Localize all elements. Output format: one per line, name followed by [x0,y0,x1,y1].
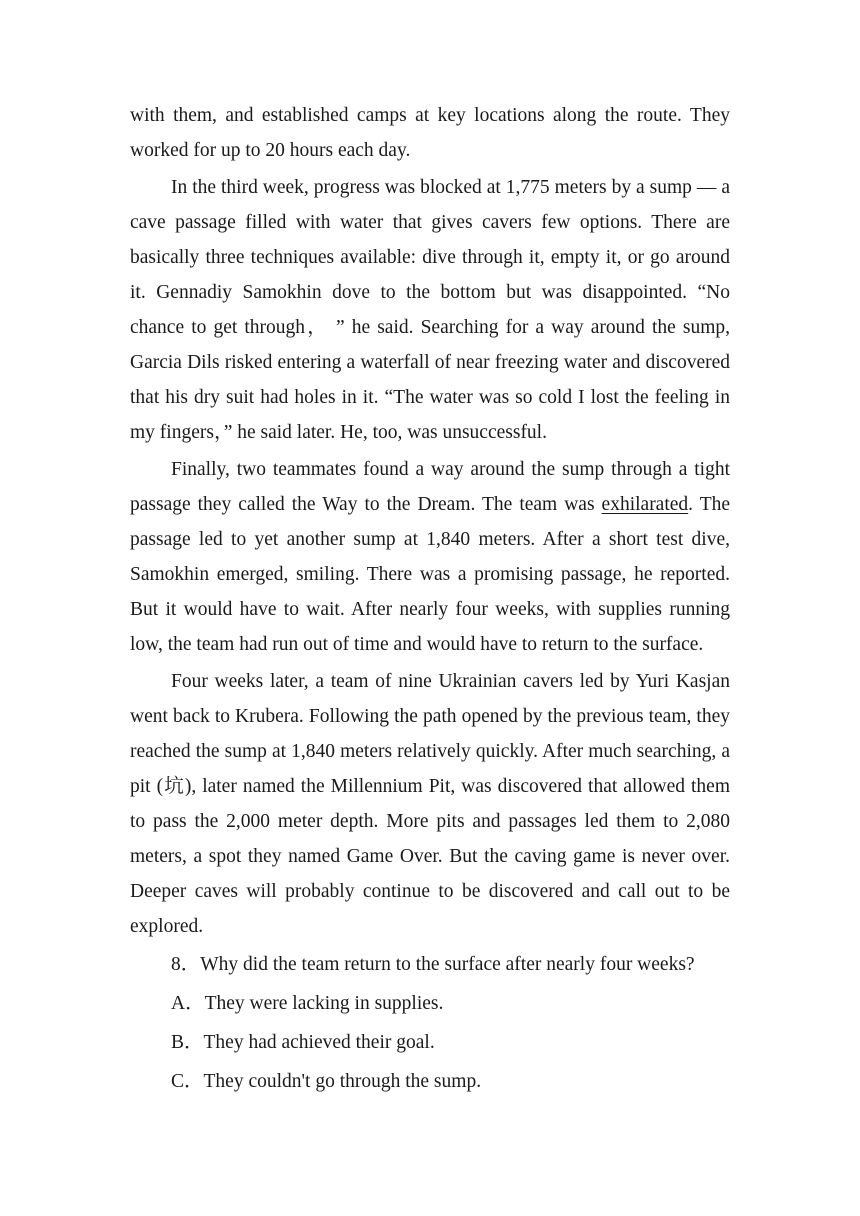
passage-paragraph [130,170,730,450]
paragraph-text: with them, and established camps at key locations along the route. They worked for up to 20 hours each day. [130,105,730,161]
answer-option-b: B．They had achieved their goal. [171,1032,435,1053]
question-stem: 8．Why did the team return to the surface after nearly four weeks? [171,954,695,975]
answer-option-a: A．They were lacking in supplies. [171,993,444,1014]
answer-option-c: C．They couldn't go through the sump. [171,1071,482,1092]
paragraph-text: Finally, two teammates found a way around the sump through a tight passage they called the Way to the Dream. The team was [130,459,730,515]
passage-paragraph [130,452,730,662]
reading-passage [130,98,730,944]
underlined-word: exhilarated [601,494,689,515]
passage-paragraph [130,98,730,168]
passage-paragraph [130,664,730,944]
document-page [130,98,730,1101]
paragraph-text: Four weeks later, a team of nine Ukrainian cavers led by Yuri Kasjan went back to Krubera. Following the path opened by the previous team, they reached the sump at 1,840 meters relatively quickly. After much searching, a pit (坑), later named the Millennium Pit, was discovered that allowed them to pass the 2,000 meter depth. More pits and passages led them to 2,080 meters, a spot they named Game Over. But the caving game is never over. Deeper caves will probably continue to be discovered and call out to be explored. [130,671,730,937]
paragraph-text: In the third week, progress was blocked at 1,775 meters by a sump — a cave passage filled with water that gives cavers few options. There are basically three techniques available: dive through it, empty it, or go around it. Gennadiy Samokhin dove to the bottom but was disappointed. “No chance to get through， ” he said. Searching for a way around the sump, Garcia Dils risked entering a waterfall of near freezing water and discovered that his dry suit had holes in it. “The water was so cold I lost the feeling in my fingers，” he said later. He, too, was unsuccessful. [130,177,730,443]
paragraph-text: . The passage led to yet another sump at 1,840 meters. After a short test dive, Samokhin emerged, smiling. There was a promising passage, he reported. But it would have to wait. After nearly four weeks, with supplies running low, the team had run out of time and would have to return to the surface. [130,494,731,655]
question-block [130,946,730,1101]
